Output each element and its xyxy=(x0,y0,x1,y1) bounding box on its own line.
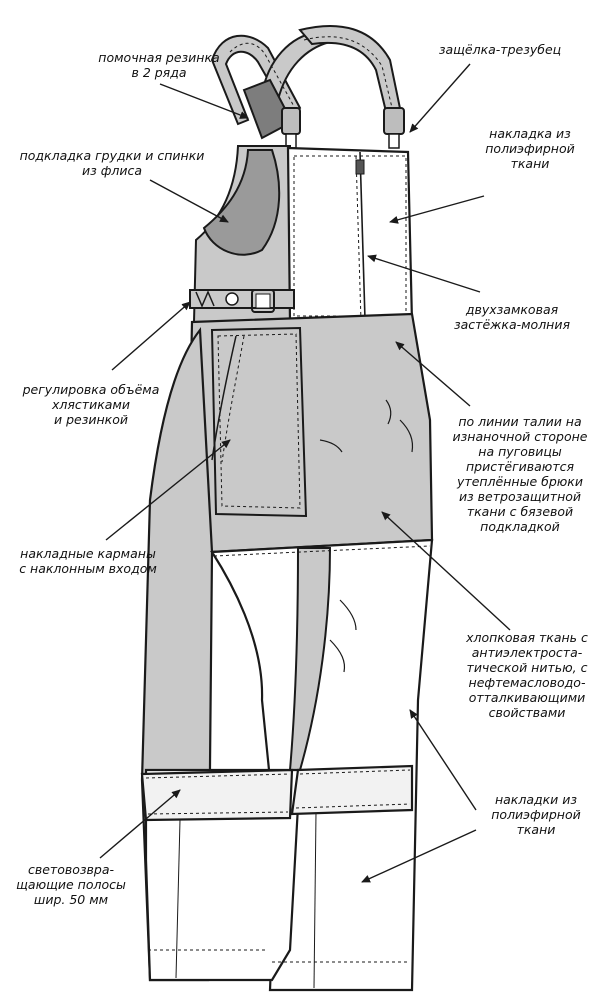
label-zipper: двухзамковая застёжка-молния xyxy=(453,302,570,332)
arrow-fleece xyxy=(150,180,228,222)
label-cotton-fabric: хлопковая ткань с антиэлектроста- тической нитью, с нефтемасловодо- отталкивающими свойствами xyxy=(466,630,588,720)
label-overlay-bottom: накладки из полиэфирной ткани xyxy=(491,792,581,837)
patch-pocket xyxy=(212,328,306,516)
front-strap-right xyxy=(300,26,402,120)
label-overlay-top: накладка из полиэфирной ткани xyxy=(485,126,575,171)
bib-front-overlay xyxy=(288,148,412,322)
zipper-slider-top xyxy=(356,160,364,174)
label-fleece-lining: подкладка грудки и спинки из флиса xyxy=(19,148,205,178)
label-reflective-strips: световозвра- щающие полосы шир. 50 мм xyxy=(16,862,126,907)
label-pockets: накладные карманы с наклонным входом xyxy=(19,546,157,576)
reflective-band-front xyxy=(292,766,412,814)
label-elastic-strap: помочная резинка в 2 ряда xyxy=(98,50,220,80)
buckle-left xyxy=(282,108,300,134)
label-volume-adjust: регулировка объёма хлястиками и резинкой xyxy=(22,382,160,427)
arrow-buckle xyxy=(410,64,470,132)
label-buckle: защёлка-трезубец xyxy=(438,42,562,57)
label-waist-buttons: по линии талии на изнаночной стороне на пуговицы пристёгиваются утеплённые брюки из ветрозащитной ткани с бязевой подкладкой xyxy=(452,414,588,534)
reflective-bands xyxy=(142,766,412,820)
arrow-overlay-bottom-1 xyxy=(410,710,476,810)
buckle-right xyxy=(384,108,404,134)
arrow-volume xyxy=(112,302,190,370)
shoulder-straps xyxy=(212,26,404,148)
